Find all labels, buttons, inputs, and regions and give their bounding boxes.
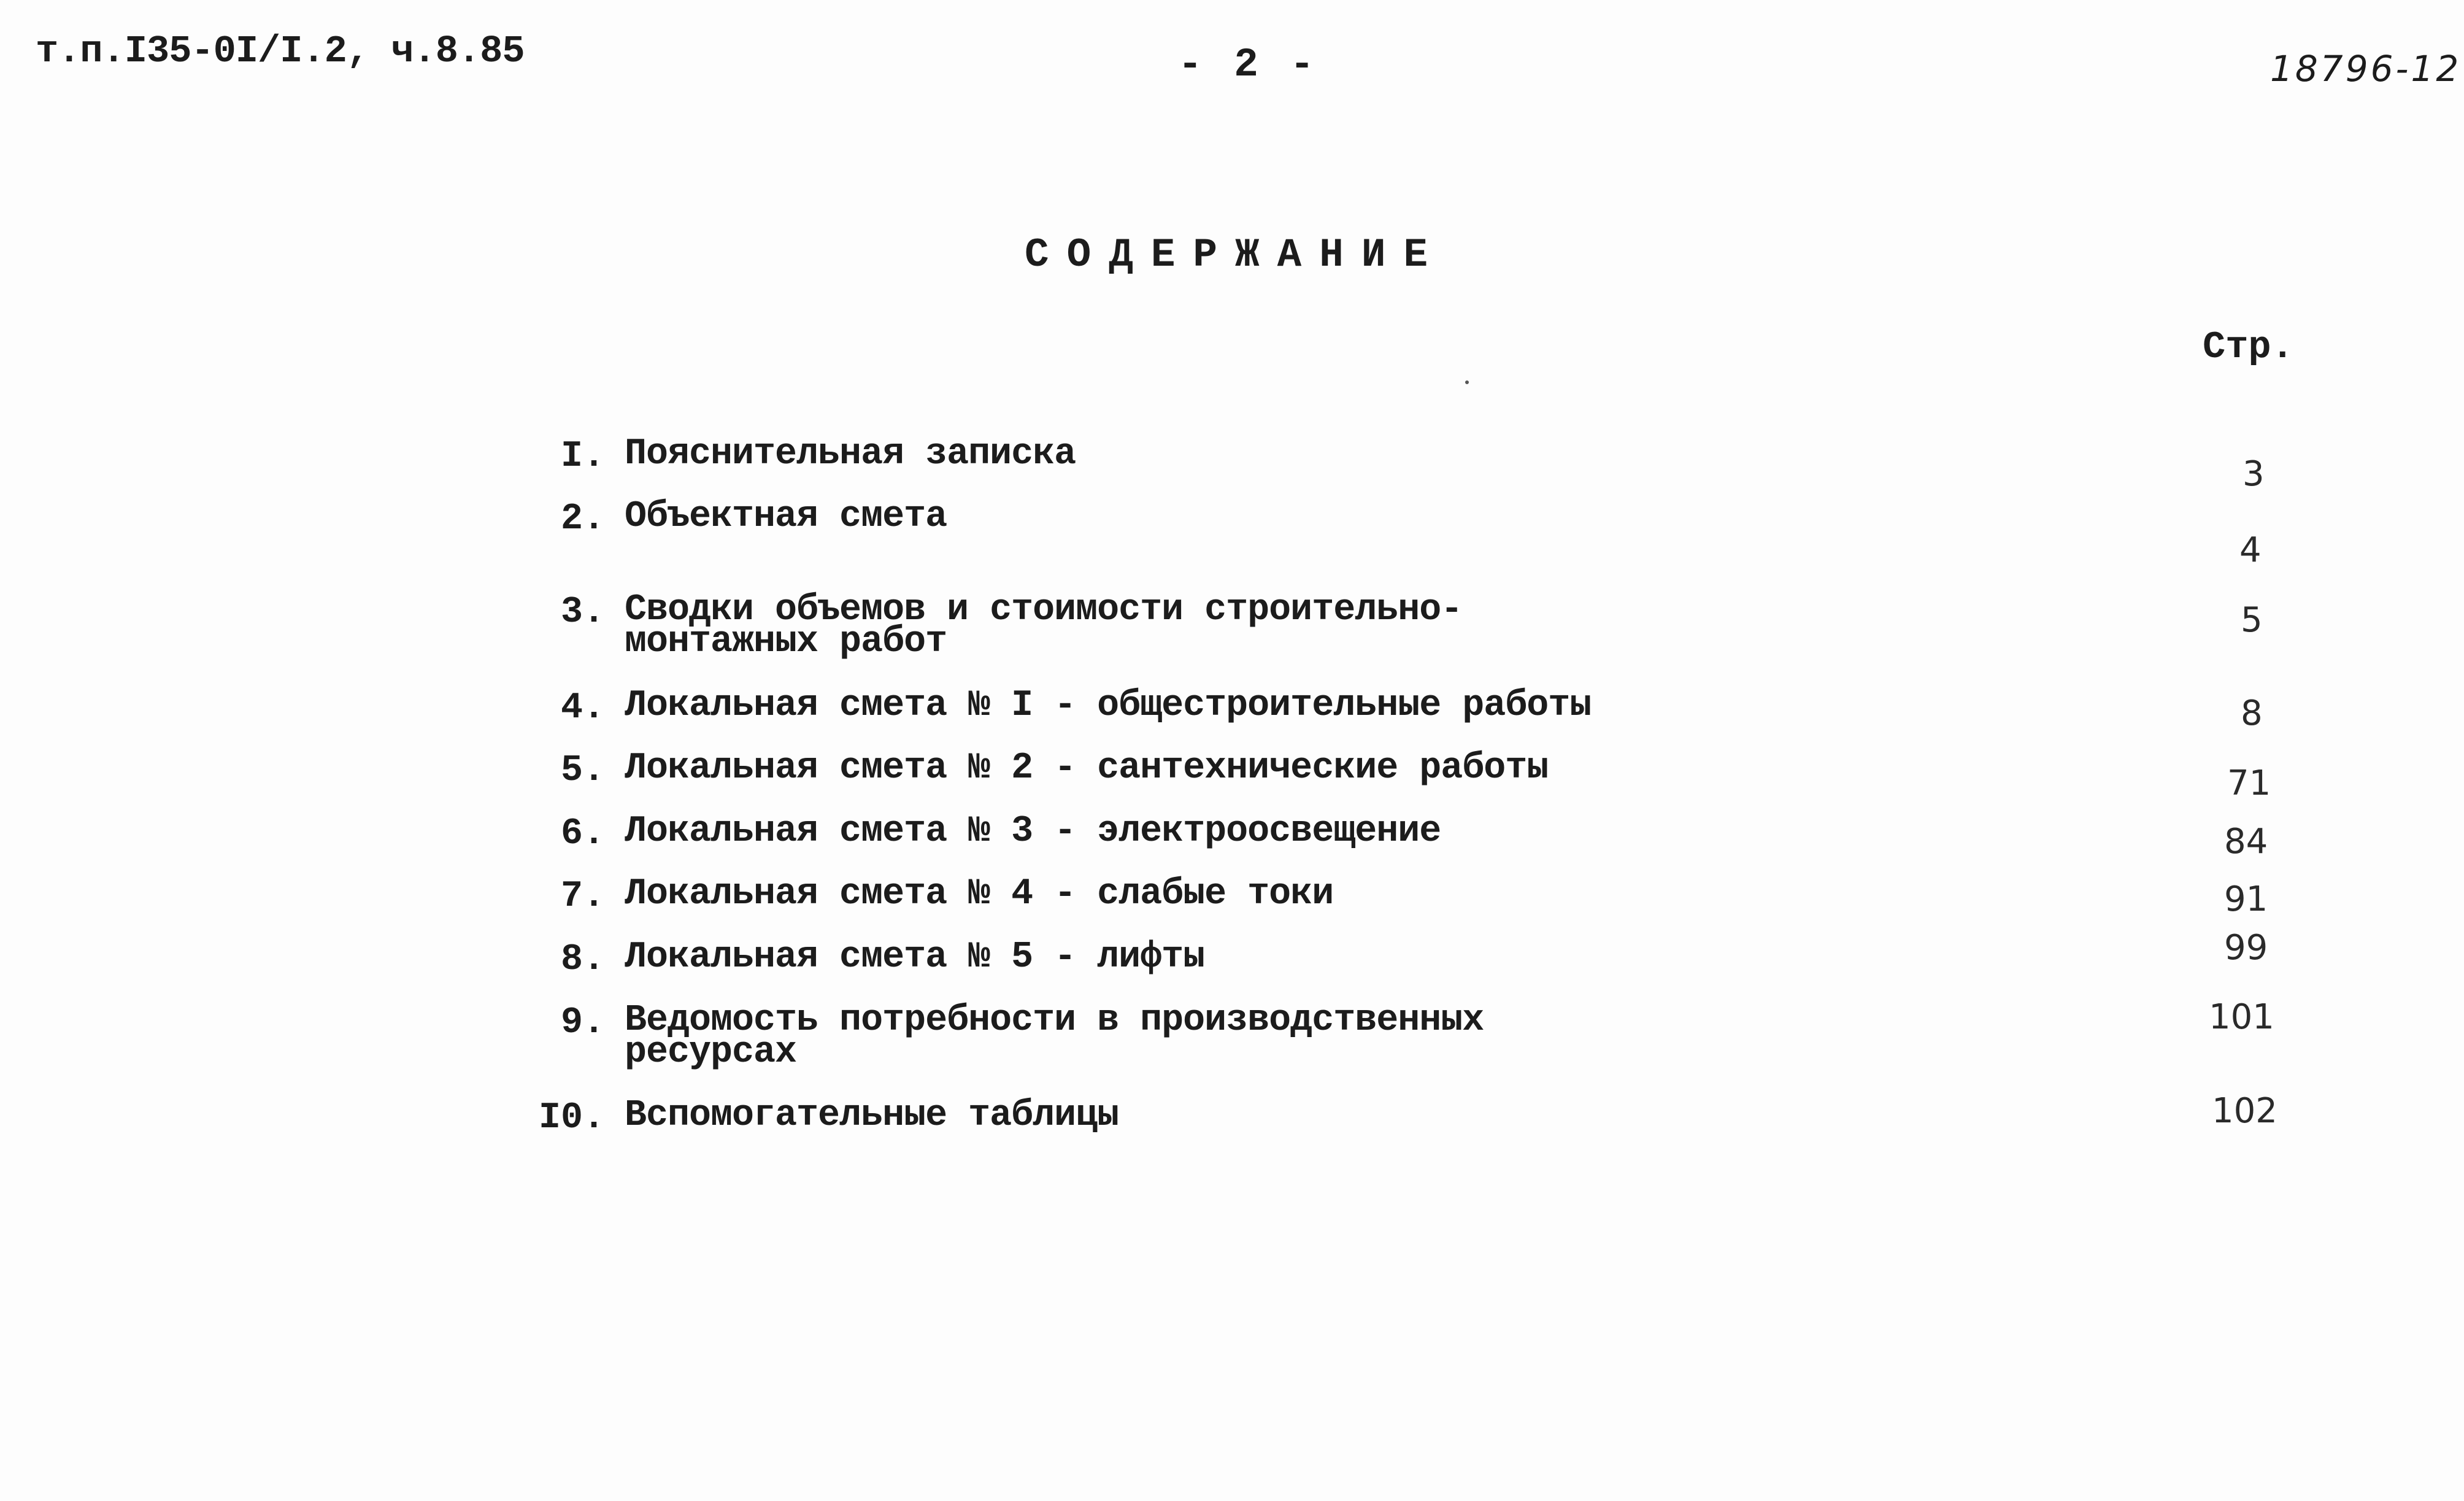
toc-page: 101 [2209, 997, 2274, 1037]
page-column-label: Стр. [2203, 325, 2294, 369]
toc-number: 7. [560, 876, 605, 917]
toc-text: Локальная смета № 5 - лифты [625, 936, 1205, 978]
toc-number: I. [560, 436, 605, 477]
toc-text: Пояснительная записка [625, 433, 1076, 475]
toc-text: Вспомогательные таблицы [625, 1095, 1119, 1136]
toc-page: 91 [2224, 879, 2268, 919]
inventory-number: 18796-12 [2270, 48, 2462, 90]
page-number: - 2 - [1178, 42, 1319, 88]
toc-text: Локальная смета № 2 - сантехнические работы [625, 747, 1549, 789]
toc-text: Локальная смета № 4 - слабые токи [625, 873, 1334, 915]
toc-number: 3. [560, 592, 605, 633]
toc-page: 8 [2241, 693, 2263, 733]
toc-page: 102 [2212, 1091, 2277, 1131]
toc-text: Ведомость потребности в производственных ресурсах [625, 1000, 1484, 1073]
page-title: СОДЕРЖАНИЕ [1025, 232, 1446, 278]
toc-number: 6. [560, 813, 605, 855]
toc-number: 5. [560, 750, 605, 792]
ink-dot [1465, 380, 1469, 384]
document-code: т.п.I35-0I/I.2, ч.8.85 [36, 29, 525, 73]
toc-page: 4 [2239, 530, 2262, 570]
toc-text: Локальная смета № 3 - электроосвещение [625, 811, 1441, 852]
toc-page: 3 [2243, 454, 2265, 494]
toc-number: 4. [560, 687, 605, 729]
toc-text: Локальная смета № I - общестроительные работы [625, 685, 1592, 727]
toc-page: 5 [2241, 600, 2263, 640]
toc-number: 9. [560, 1002, 605, 1044]
toc-number: 8. [560, 939, 605, 981]
toc-page: 84 [2224, 822, 2268, 862]
toc-page: 71 [2227, 763, 2271, 803]
toc-text: Объектная смета [625, 496, 947, 538]
toc-number: 2. [560, 498, 605, 540]
toc-number: I0. [538, 1097, 605, 1139]
toc-text: Сводки объемов и стоимости строительно- монтажных работ [625, 589, 1463, 663]
toc-page: 99 [2224, 928, 2268, 968]
